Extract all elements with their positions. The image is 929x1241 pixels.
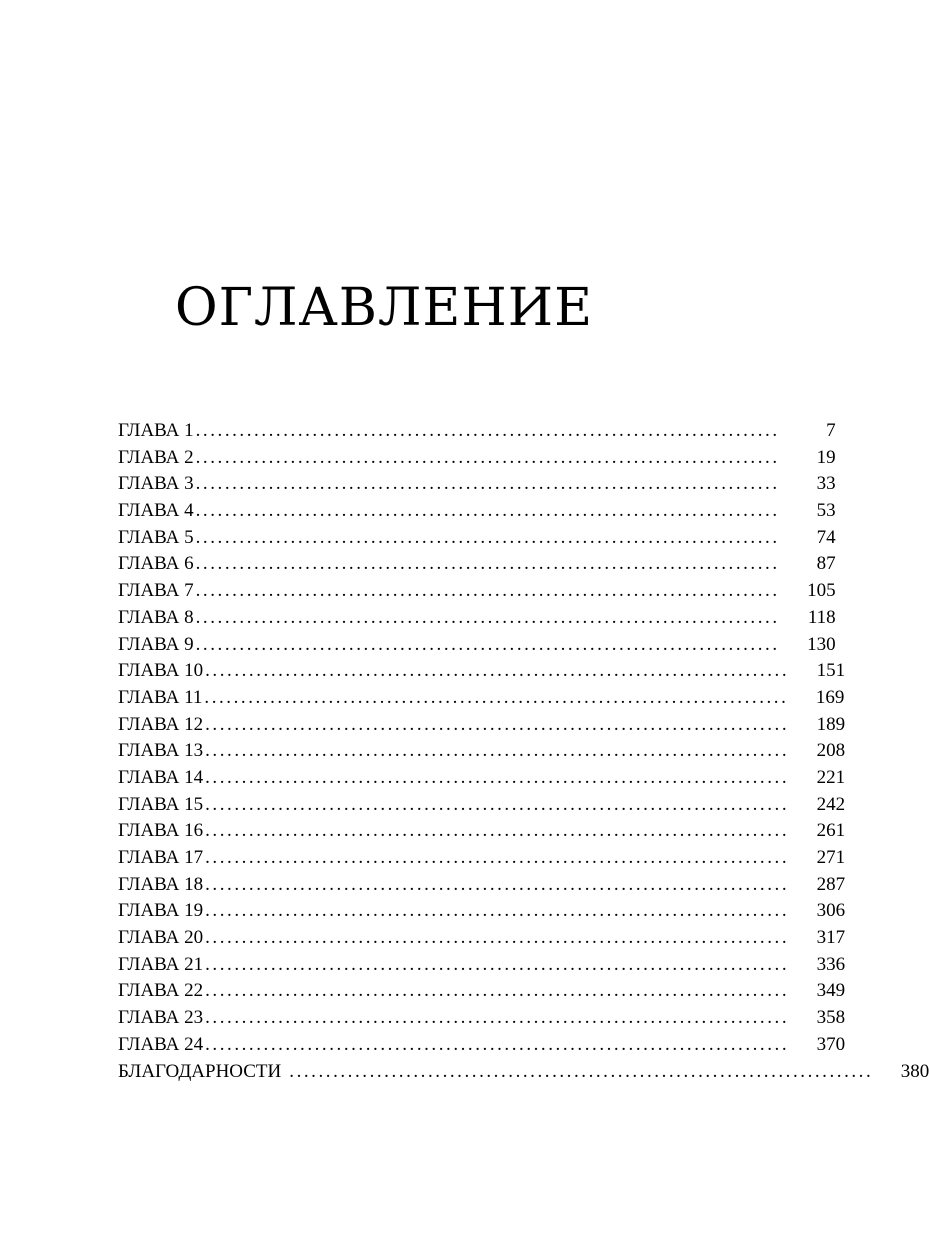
toc-entry-1[interactable] xyxy=(118,418,836,445)
toc-entry-page: 261 xyxy=(816,820,846,842)
toc-dot-leader: ................................................................................ xyxy=(195,526,780,548)
toc-entry-12[interactable] xyxy=(118,712,846,739)
toc-entry-23[interactable] xyxy=(118,1005,846,1032)
toc-entry-acknowledgements[interactable] xyxy=(118,1059,929,1086)
toc-entry-page: 370 xyxy=(816,1033,846,1055)
toc-dot-leader: ................................................................................ xyxy=(205,1033,790,1055)
toc-entry-label: ГЛАВА 15 xyxy=(118,793,204,815)
toc-entry-8[interactable] xyxy=(118,605,836,632)
toc-entry-label: ГЛАВА 23 xyxy=(118,1007,204,1029)
toc-entry-7[interactable] xyxy=(118,578,836,605)
toc-entry-label: ГЛАВА 4 xyxy=(118,500,194,522)
table-of-contents xyxy=(118,418,929,1085)
toc-entry-page: 33 xyxy=(816,473,836,495)
toc-entry-15[interactable] xyxy=(118,792,846,819)
toc-dot-leader: ................................................................................ xyxy=(205,820,790,842)
toc-entry-24[interactable] xyxy=(118,1032,846,1059)
toc-entry-label: ГЛАВА 8 xyxy=(118,606,194,628)
toc-dot-leader: ................................................................................ xyxy=(195,473,780,495)
toc-entry-page: 221 xyxy=(816,766,846,788)
toc-dot-leader: ................................................................................ xyxy=(205,740,790,762)
toc-dot-leader: ................................................................................ xyxy=(205,900,790,922)
toc-dot-leader: ................................................................................ xyxy=(195,633,780,655)
toc-dot-leader: ................................................................................ xyxy=(205,713,790,735)
toc-entry-page: 358 xyxy=(816,1007,846,1029)
toc-dot-leader: ................................................................................ xyxy=(205,660,790,682)
toc-entry-22[interactable] xyxy=(118,978,846,1005)
toc-entry-3[interactable] xyxy=(118,471,836,498)
toc-entry-page: 380 xyxy=(900,1060,929,1082)
toc-entry-label: ГЛАВА 2 xyxy=(118,446,194,468)
toc-entry-9[interactable] xyxy=(118,632,836,659)
toc-dot-leader: ................................................................................ xyxy=(195,500,780,522)
toc-entry-label: ГЛАВА 14 xyxy=(118,766,204,788)
toc-entry-label: ГЛАВА 1 xyxy=(118,420,194,441)
toc-entry-label: ГЛАВА 20 xyxy=(118,927,204,949)
toc-entry-label: ГЛАВА 11 xyxy=(118,686,203,708)
toc-entry-label: ГЛАВА 17 xyxy=(118,847,204,868)
toc-entry-page: 151 xyxy=(816,660,846,682)
toc-dot-leader: ................................................................................ xyxy=(204,686,789,708)
toc-entry-11[interactable] xyxy=(118,685,845,712)
toc-entry-page: 317 xyxy=(816,927,846,949)
toc-entry-label: БЛАГОДАРНОСТИ xyxy=(118,1060,282,1082)
toc-entry-label: ГЛАВА 24 xyxy=(118,1033,204,1055)
toc-entry-14[interactable] xyxy=(118,765,846,792)
toc-dot-leader: ................................................................................ xyxy=(205,873,790,895)
toc-entry-20[interactable] xyxy=(118,925,846,952)
toc-entry-page: 336 xyxy=(816,953,846,975)
toc-entry-page: 306 xyxy=(816,900,846,922)
toc-dot-leader: ................................................................................ xyxy=(195,420,780,441)
toc-entry-label: ГЛАВА 13 xyxy=(118,740,204,762)
toc-entry-page: 169 xyxy=(815,686,845,708)
toc-entry-17[interactable] xyxy=(118,845,846,872)
toc-entry-page: 287 xyxy=(816,873,846,895)
toc-entry-page: 271 xyxy=(816,847,846,868)
toc-dot-leader: ................................................................................ xyxy=(289,1060,874,1082)
toc-entry-page: 130 xyxy=(807,633,836,655)
toc-dot-leader: ................................................................................ xyxy=(205,847,790,868)
toc-entry-page: 87 xyxy=(816,553,836,575)
toc-entry-label: ГЛАВА 18 xyxy=(118,873,204,895)
toc-entry-13[interactable] xyxy=(118,738,846,765)
toc-dot-leader: ................................................................................ xyxy=(195,446,780,468)
page-title: ОГЛАВЛЕНИЕ xyxy=(174,278,594,338)
toc-entry-label: ГЛАВА 10 xyxy=(118,660,204,682)
toc-entry-page: 349 xyxy=(816,980,846,1002)
toc-entry-label: ГЛАВА 9 xyxy=(118,633,194,655)
toc-entry-page: 242 xyxy=(816,793,846,815)
toc-dot-leader: ................................................................................ xyxy=(195,606,780,628)
toc-entry-18[interactable] xyxy=(118,872,846,899)
toc-entry-label: ГЛАВА 6 xyxy=(118,553,194,575)
toc-entry-label: ГЛАВА 5 xyxy=(118,526,194,548)
toc-entry-label: ГЛАВА 22 xyxy=(118,980,204,1002)
toc-dot-leader: ................................................................................ xyxy=(205,980,790,1002)
toc-entry-label: ГЛАВА 7 xyxy=(118,580,194,602)
toc-entry-label: ГЛАВА 12 xyxy=(118,713,204,735)
toc-entry-label: ГЛАВА 19 xyxy=(118,900,204,922)
toc-entry-5[interactable] xyxy=(118,525,836,552)
toc-dot-leader: ................................................................................ xyxy=(195,553,780,575)
toc-entry-page: 105 xyxy=(807,580,836,602)
toc-dot-leader: ................................................................................ xyxy=(205,927,790,949)
toc-entry-2[interactable] xyxy=(118,445,836,472)
toc-entry-label: ГЛАВА 3 xyxy=(118,473,194,495)
toc-entry-page: 74 xyxy=(816,526,836,548)
toc-entry-page: 7 xyxy=(826,420,836,441)
toc-entry-page: 189 xyxy=(816,713,846,735)
toc-entry-6[interactable] xyxy=(118,551,836,578)
toc-entry-page: 208 xyxy=(816,740,846,762)
toc-entry-page: 118 xyxy=(807,606,836,628)
toc-entry-page: 53 xyxy=(816,500,836,522)
toc-entry-10[interactable] xyxy=(118,658,846,685)
toc-dot-leader: ................................................................................ xyxy=(205,1007,790,1029)
toc-dot-leader: ................................................................................ xyxy=(205,766,790,788)
toc-dot-leader: ................................................................................ xyxy=(195,580,780,602)
toc-entry-21[interactable] xyxy=(118,952,846,979)
toc-entry-16[interactable] xyxy=(118,818,846,845)
toc-entry-page: 19 xyxy=(816,446,836,468)
toc-dot-leader: ................................................................................ xyxy=(205,953,790,975)
toc-entry-label: ГЛАВА 21 xyxy=(118,953,204,975)
toc-entry-4[interactable] xyxy=(118,498,836,525)
toc-entry-19[interactable] xyxy=(118,898,846,925)
toc-entry-label: ГЛАВА 16 xyxy=(118,820,204,842)
toc-dot-leader: ................................................................................ xyxy=(205,793,790,815)
